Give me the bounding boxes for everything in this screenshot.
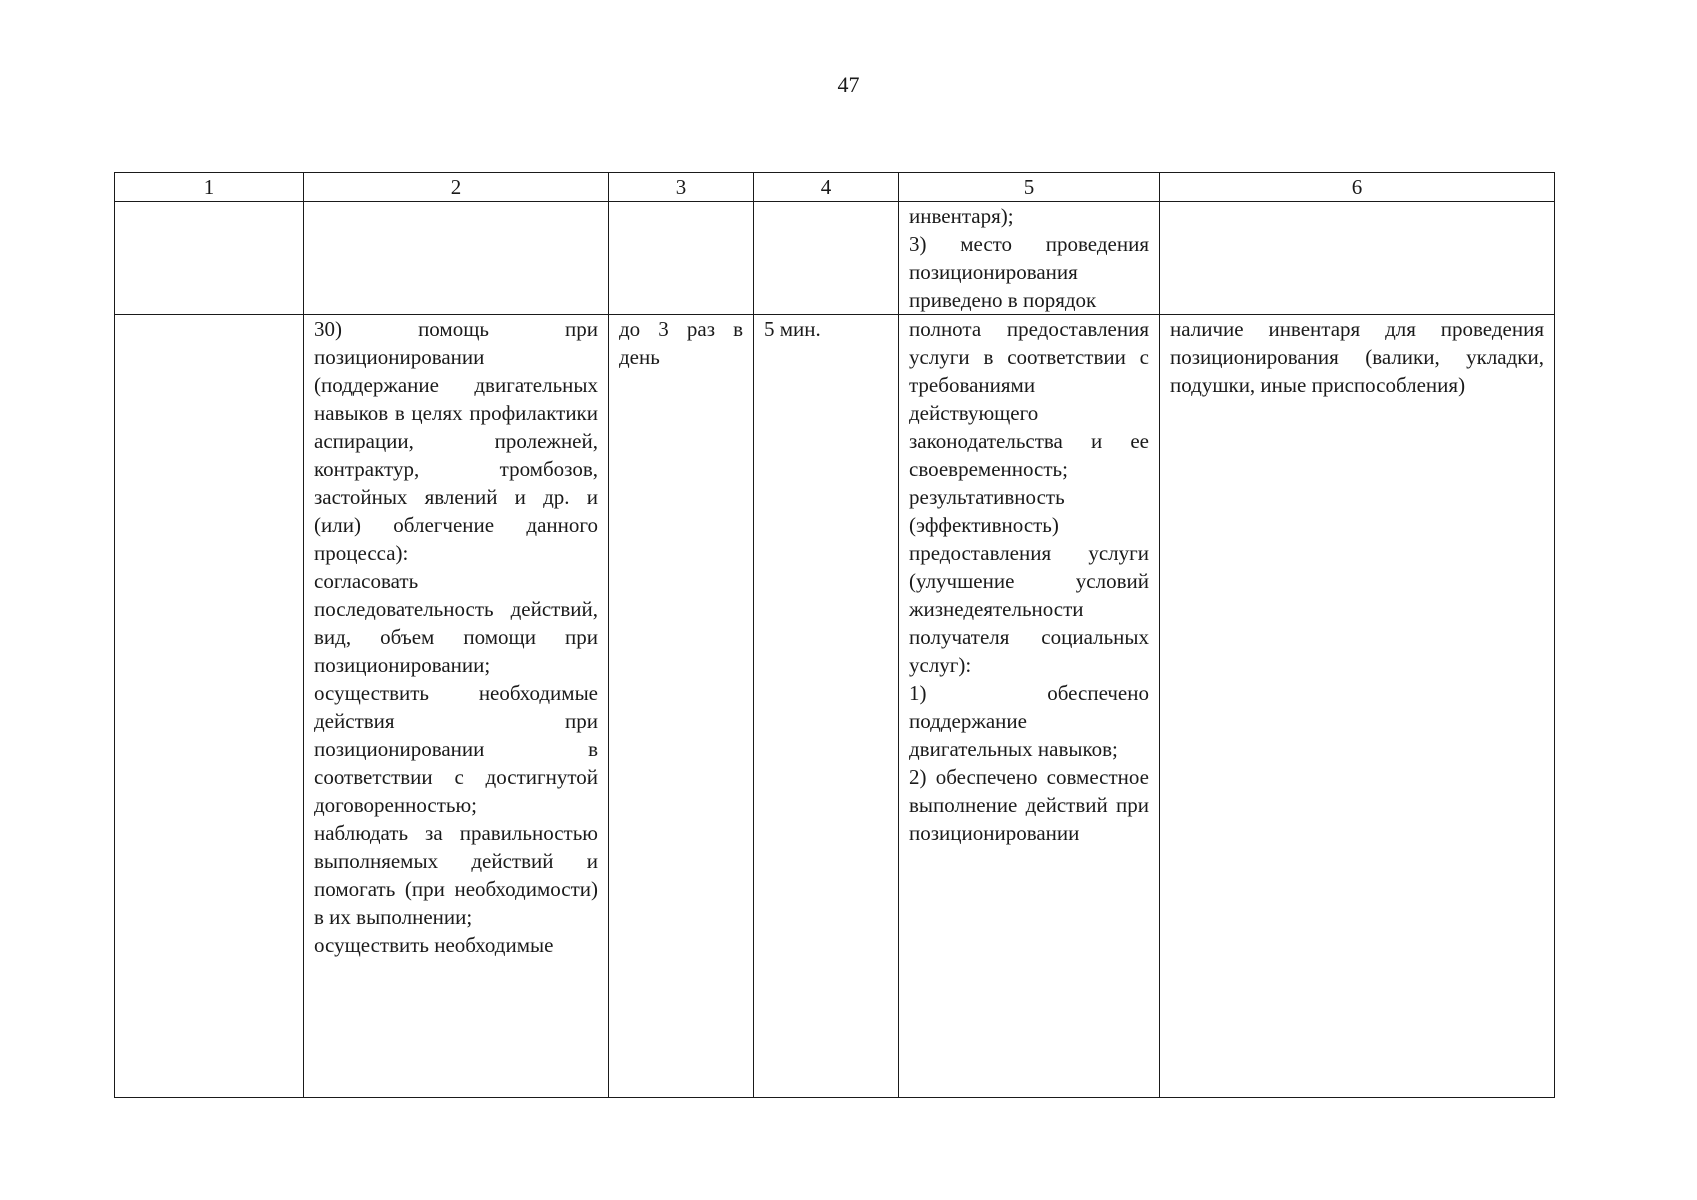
table-cell [1160,202,1555,315]
duration-cell: 5 мин. [754,315,899,1098]
services-table [114,172,1555,1098]
conditions-cell: наличие инвентаря для проведения позиционирования (валики, укладки, подушки, иные приспособления) [1160,315,1555,1098]
quality-indicators-cell: полнота предоставления услуги в соответствии с требованиями действующего законодательства и ее своевременность; результативность (эффективность) предоставления услуги (улучшение условий жизнедеятельности получателя социальных услуг): 1) обеспечено поддержание двигательных навыков; 2) обеспечено совместное выполнение действий при позиционировании [899,315,1160,1098]
table-cell [754,202,899,315]
table-cell [304,202,609,315]
quality-indicators-cell: инвентаря); 3) место проведения позиционирования приведено в порядок [899,202,1160,315]
page-number: 47 [837,72,860,97]
table-cell [609,202,754,315]
column-header-1: 1 [115,173,304,202]
table-cell [115,315,304,1098]
column-header-4: 4 [754,173,899,202]
table-row [115,202,1555,315]
frequency-cell: до 3 раз в день [609,315,754,1098]
table-header-row [115,173,1555,202]
column-header-6: 6 [1160,173,1555,202]
column-header-2: 2 [304,173,609,202]
table-row [115,315,1555,1098]
column-header-5: 5 [899,173,1160,202]
table-cell [115,202,304,315]
column-header-3: 3 [609,173,754,202]
service-description-cell: 30) помощь при позиционировании (поддержание двигательных навыков в целях профилактики аспирации, пролежней, контрактур, тромбозов, застойных явлений и др. и (или) облегчение данного процесса): согласовать последовательность действий, вид, объем помощи при позиционировании; осуществить необходимые действия при позиционировании в соответствии с достигнутой договоренностью; наблюдать за правильностью выполняемых действий и помогать (при необходимости) в их выполнении; осуществить необходимые [304,315,609,1098]
